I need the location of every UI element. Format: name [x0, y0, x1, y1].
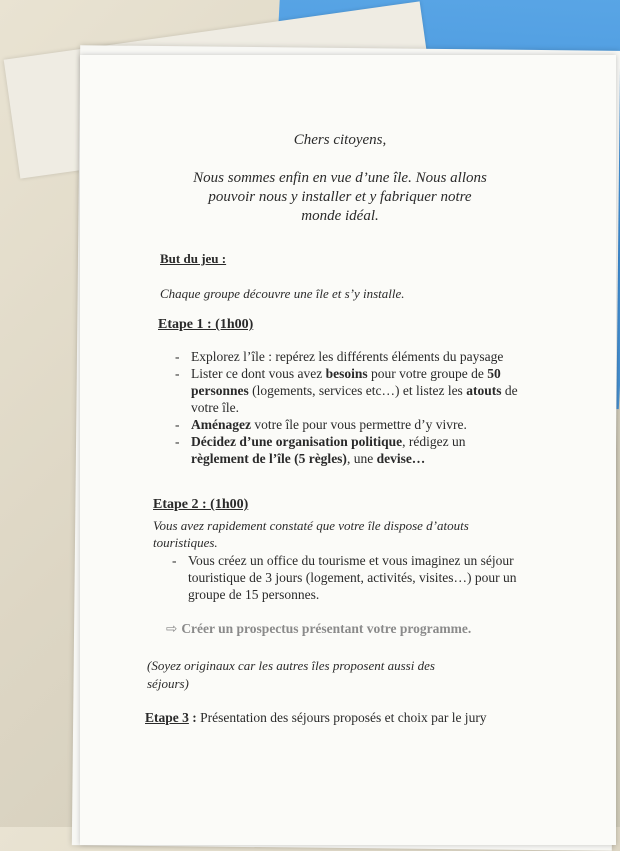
- intro-line-3: monde idéal.: [301, 208, 379, 224]
- arrow-right-icon: ⇨: [166, 621, 178, 636]
- list-item: - Explorez l’île : repérez les différents éléments du paysage: [175, 348, 525, 365]
- goal-heading: But du jeu :: [160, 251, 227, 266]
- step3-line: Etape 3 : Présentation des séjours proposés et choix par le jury: [145, 710, 487, 725]
- list-item: - Vous créez un office du tourisme et vous imaginez un séjour touristique de 3 jours (logement, activités, visites…) pour un groupe de 15 personnes.: [172, 552, 522, 603]
- list-item: - Décidez d’une organisation politique, rédigez un règlement de l’île (5 règles), une devise…: [175, 433, 525, 467]
- step3-text: Présentation des séjours proposés et choix par le jury: [196, 710, 487, 725]
- step2-intro-line-2: touristiques.: [153, 535, 218, 550]
- step3-heading: Etape 3: [145, 710, 189, 725]
- step2-list: [172, 552, 522, 603]
- intro-line-1: Nous sommes enfin en vue d’une île. Nous allons: [193, 170, 487, 186]
- greeting: Chers citoyens,: [293, 132, 387, 148]
- step1-list: [175, 348, 525, 467]
- list-item: - Aménagez votre île pour vous permettre d’y vivre.: [175, 416, 525, 433]
- note-line-1: (Soyez originaux car les autres îles proposent aussi des: [147, 658, 435, 673]
- step2-heading: Etape 2 : (1h00): [153, 497, 249, 512]
- list-item: - Lister ce dont vous avez besoins pour votre groupe de 50 personnes (logements, services etc…) et listez les atouts de votre île.: [175, 365, 525, 416]
- callout-text: Créer un prospectus présentant votre programme.: [181, 621, 472, 636]
- goal-text: Chaque groupe découvre une île et s’y installe.: [160, 286, 405, 301]
- step1-heading: Etape 1 : (1h00): [158, 317, 254, 332]
- note-line-2: séjours): [147, 676, 189, 691]
- intro-line-2: pouvoir nous y installer et y fabriquer notre: [208, 189, 472, 205]
- callout: [166, 621, 471, 637]
- document-sheet: [80, 55, 616, 845]
- step2-intro-line-1: Vous avez rapidement constaté que votre île dispose d’atouts: [153, 518, 469, 533]
